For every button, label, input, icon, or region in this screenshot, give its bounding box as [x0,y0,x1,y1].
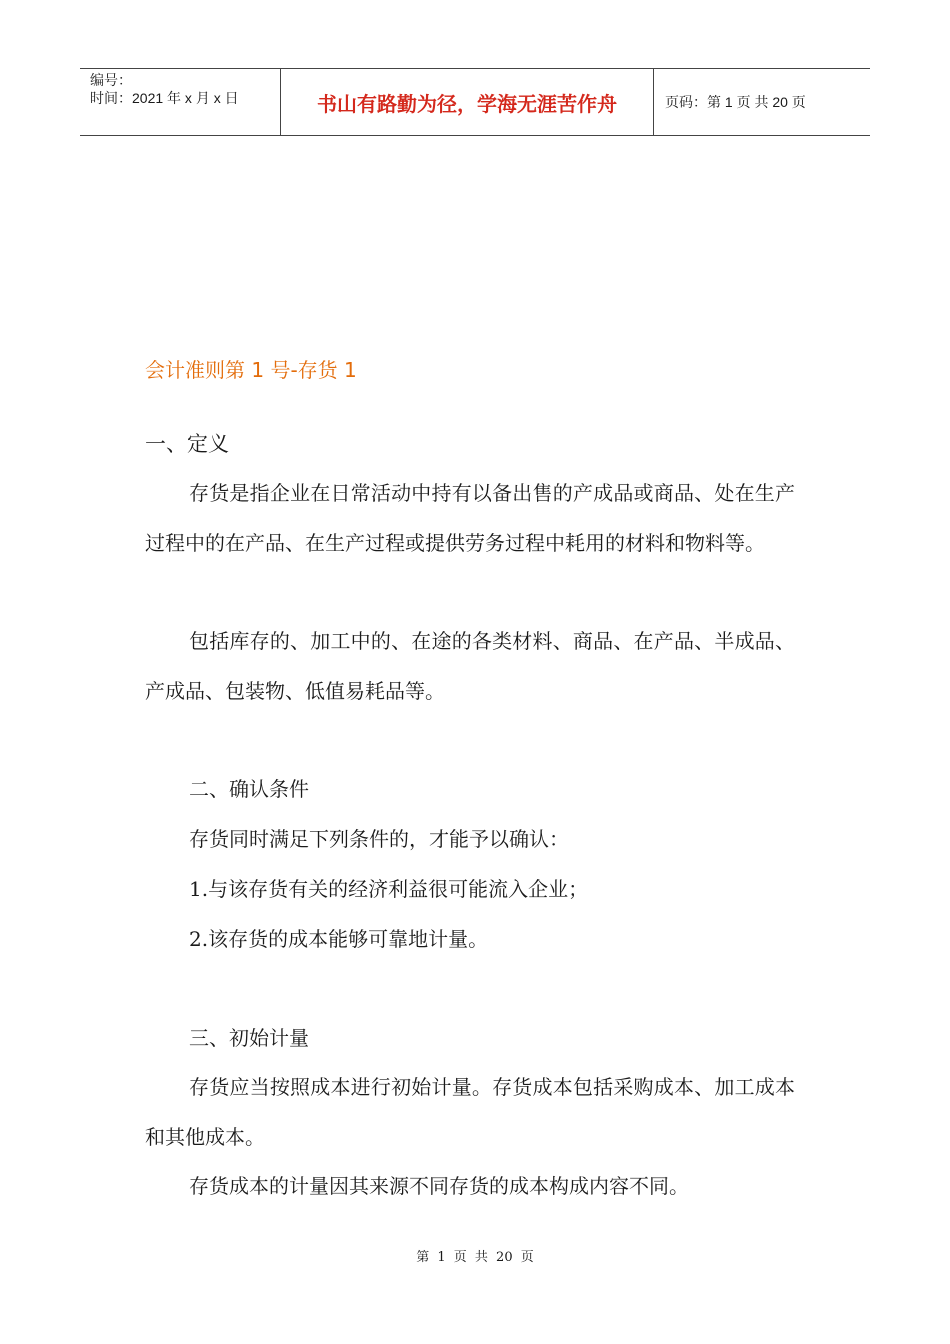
document-header [80,68,870,136]
page-footer: 第 1 页 共 20 页 [416,1250,534,1265]
recognition-intro: 存货同时满足下列条件的，才能予以确认： [189,827,569,851]
definition-paragraph-2: 包括库存的、加工中的、在途的各类材料、商品、在产品、半成品、产成品、包装物、低值易耗品等。 [145,629,795,703]
number-label: 编号： [90,72,132,88]
measurement-paragraph-2: 存货成本的计量因其来源不同存货的成本构成内容不同。 [189,1174,689,1198]
measurement-paragraph-1: 存货应当按照成本进行初始计量。存货成本包括采购成本、加工成本和其他成本。 [145,1075,795,1149]
definition-paragraph-1: 存货是指企业在日常活动中持有以备出售的产成品或商品、处在生产过程中的在产品、在生产过程或提供劳务过程中耗用的材料和物料等。 [145,481,795,555]
header-meta-cell [80,69,281,135]
section-initial-measurement-heading: 三、初始计量 [189,1026,309,1050]
recognition-item-1: 1.与该存货有关的经济利益很可能流入企业； [189,877,589,901]
date-label: 时间：2021 年 x 月 x 日 [90,90,239,106]
header-motto: 书山有路勤为径，学海无涯苦作舟 [281,69,654,135]
recognition-item-2: 2.该存货的成本能够可靠地计量。 [189,927,489,951]
section-definition-heading: 一、定义 [145,432,229,456]
header-page-info: 页码：第 1 页 共 20 页 [665,94,806,110]
section-recognition-heading: 二、确认条件 [189,777,309,801]
document-title: 会计准则第 1 号-存货 1 [145,358,357,382]
